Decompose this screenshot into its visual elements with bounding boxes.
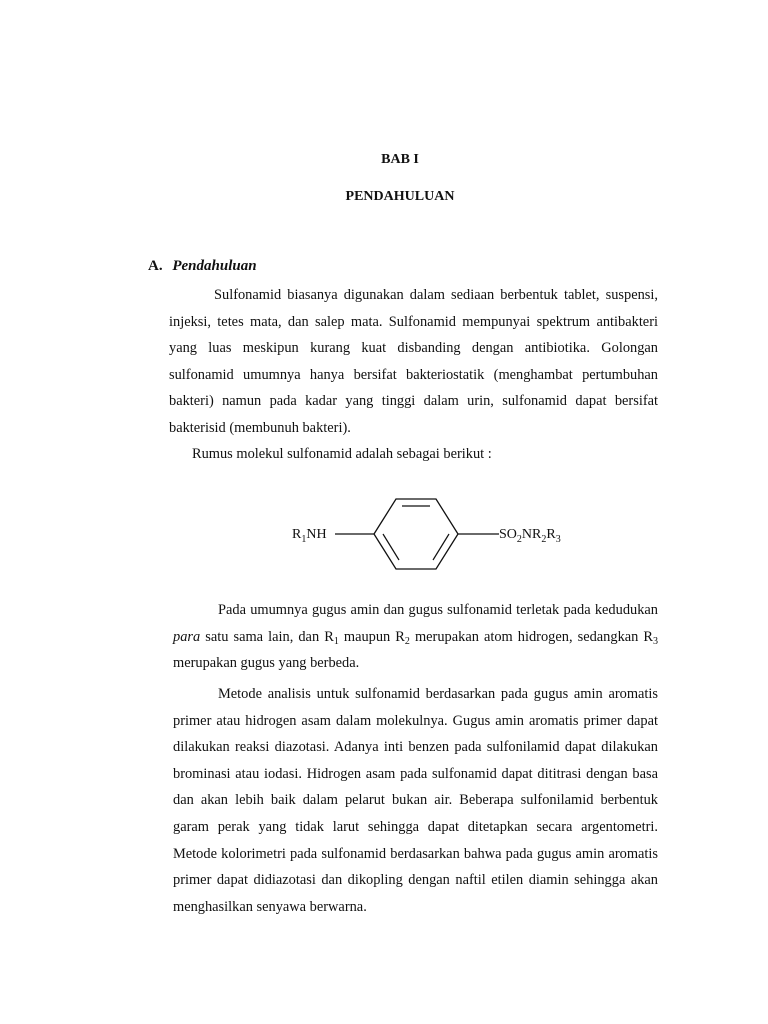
paragraph-analysis-methods: Metode analisis untuk sulfonamid berdasarkan pada gugus amin aromatis primer atau hidrogen asam dalam molekulnya. Gugus amin aromatis primer dapat dilakukan reaksi diazotasi. Adanya inti benzen pada sulfonilamid dapat dilakukan brominasi atau iodasi. Hidrogen asam pada sulfonamid dapat dititrasi dengan basa dan akan lebih baik dalam pelarut bukan air. Beberapa sulfonilamid berbentuk garam perak yang tidak larut sehingga dapat ditetapkan secara argentometri. Metode kolorimetri pada sulfonamid berdasarkan bahwa pada gugus amin aromatis primer dapat didiazotasi dan dikopling dengan naftil etilen diamin sehingga akan menghasilkan senyawa berwarna. bbox=[173, 686, 658, 915]
sulfonamide-structure-diagram bbox=[280, 490, 600, 580]
chapter-heading: BAB I bbox=[381, 152, 419, 167]
paragraph-para-position: Pada umumnya gugus amin dan gugus sulfonamid terletak pada kedudukan para satu sama lain, dan $R_1$ maupun $R_2$ merupakan atom hidrogen, sedangkan $R_3$ merupakan gugus yang berbeda. bbox=[173, 602, 659, 672]
section-letter: A. bbox=[148, 258, 163, 274]
paragraph-intro: Sulfonamid biasanya digunakan dalam sediaan berbentuk tablet, suspensi, injeksi, tetes mata, dan salep mata. Sulfonamid mempunyai spektrum antibakteri yang luas meskipun kurang kuat disbanding dengan antibiotika. Golongan sulfonamid umumnya hanya bersifat bakteriostatik (menghambat pertumbuhan bakteri) namun pada kadar yang tinggi dalam urin, sulfonamid dapat bersifat bakterisid (membunuh bakteri). bbox=[169, 287, 658, 436]
benzene-double-bond-left bbox=[383, 534, 399, 560]
right-substituent-label: $SO_2NR_2R_3$ bbox=[499, 527, 561, 545]
section-name: Pendahuluan bbox=[172, 258, 257, 274]
benzene-double-bond-right bbox=[433, 534, 449, 560]
section-heading bbox=[148, 258, 257, 275]
paragraph-formula-intro: Rumus molekul sulfonamid adalah sebagai berikut : bbox=[192, 446, 492, 462]
benzene-ring bbox=[374, 499, 458, 569]
chapter-title: PENDAHULUAN bbox=[345, 189, 455, 204]
italic-para: para bbox=[173, 628, 201, 645]
left-substituent-label: $R_1NH$ bbox=[292, 527, 327, 545]
